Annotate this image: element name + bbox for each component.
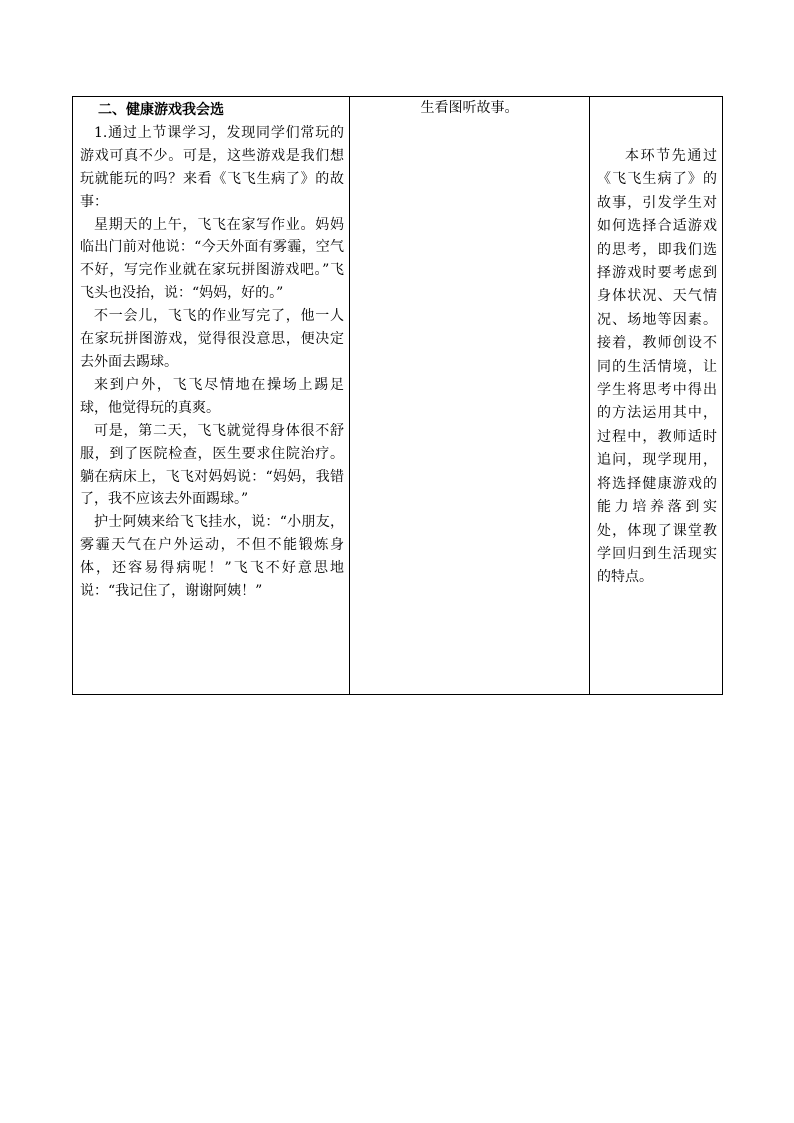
- design-intent-text: 本环节先通过《飞飞生病了》的故事，引发学生对如何选择合适游戏的思考，即我们选择游戏时要考虑到身体状况、天气情况、场地等因素。接着，教师创设不同的生活情境，让学生将思考中得出的方法运用其中，过程中，教师适时追问，现学现用，将选择健康游戏的能力培养落到实处，体现了课堂教学回归到生活现实的特点。: [597, 148, 717, 586]
- teacher-activity-cell: [73, 97, 350, 695]
- student-activity-cell: [350, 97, 590, 695]
- student-activity-text: 生看图听故事。: [420, 100, 519, 116]
- story-paragraph-6: 护士阿姨来给飞飞挂水，说：“小朋友，雾霾天气在户外运动，不但不能锻炼身体，还容易得病呢！”飞飞不好意思地说：“我记住了，谢谢阿姨！”: [80, 514, 344, 600]
- story-paragraph-1: 1.通过上节课学习，发现同学们常玩的游戏可真不少。可是，这些游戏是我们想玩就能玩的吗？来看《飞飞生病了》的故事：: [80, 124, 344, 210]
- table-row: [73, 97, 723, 695]
- story-paragraph-5: 可是，第二天，飞飞就觉得身体很不舒服，到了医院检查，医生要求住院治疗。躺在病床上，飞飞对妈妈说：“妈妈，我错了，我不应该去外面踢球。”: [80, 422, 344, 508]
- lesson-plan-table: [72, 96, 723, 695]
- design-intent-cell: [590, 97, 723, 695]
- section-heading: 二、健康游戏我会选: [98, 102, 224, 118]
- story-paragraph-2: 星期天的上午，飞飞在家写作业。妈妈临出门前对他说：“今天外面有雾霾，空气不好，写完作业就在家玩拼图游戏吧。”飞飞头也没抬，说：“妈妈，好的。”: [80, 216, 344, 302]
- story-paragraph-3: 不一会儿，飞飞的作业写完了，他一人在家玩拼图游戏，觉得很没意思，便决定去外面去踢球。: [80, 308, 344, 370]
- story-paragraph-4: 来到户外，飞飞尽情地在操场上踢足球，他觉得玩的真爽。: [80, 376, 344, 416]
